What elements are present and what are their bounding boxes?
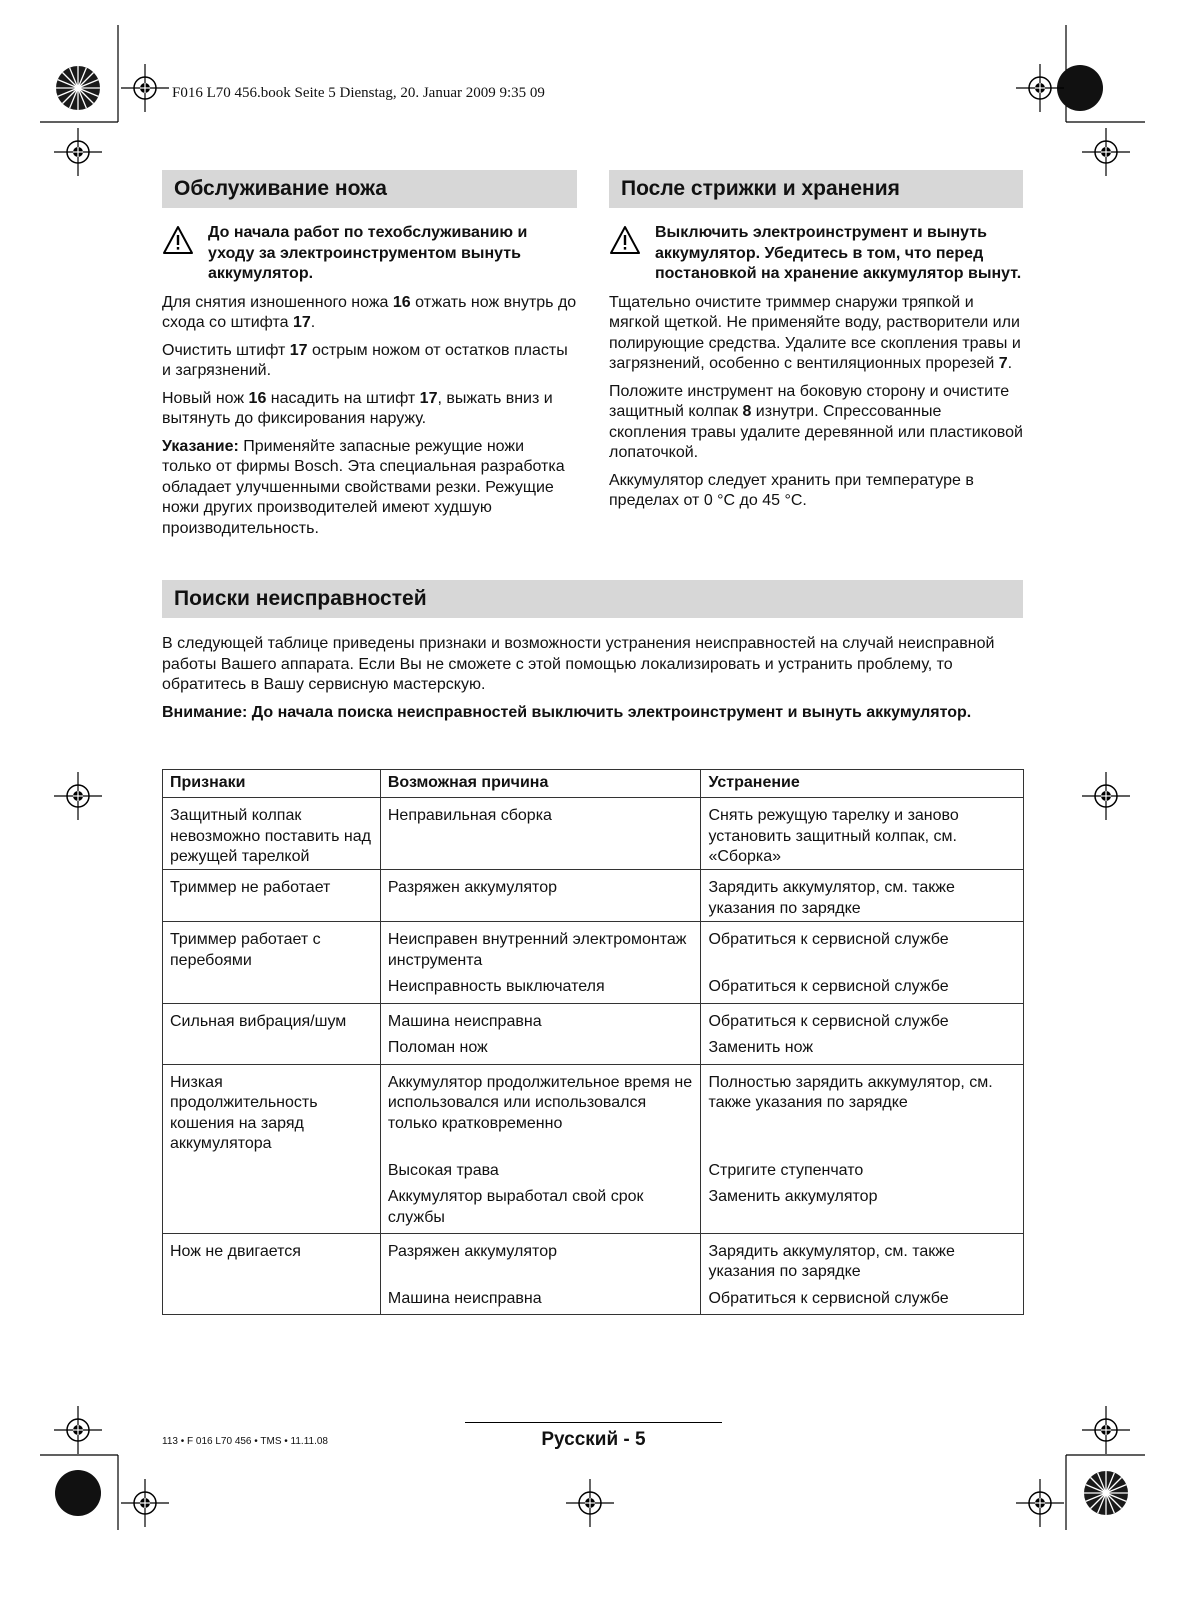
table-cell: [163, 1032, 381, 1064]
table-cell: Заменить нож: [701, 1032, 1024, 1064]
column-header-symptoms: Признаки: [163, 770, 381, 798]
book-header-line: F016 L70 456.book Seite 5 Dienstag, 20. Januar 2009 9:35 09: [172, 85, 545, 101]
troubleshooting-intro: [162, 634, 1023, 730]
table-cell: Разряжен аккумулятор: [380, 870, 701, 922]
table-cell: [163, 1283, 381, 1315]
footer-print-code: 113 • F 016 L70 456 • TMS • 11.11.08: [162, 1436, 328, 1447]
table-cell: Триммер работает с перебоями: [163, 922, 381, 972]
table-cell: Снять режущую тарелку и заново установить защитный колпак, см. «Сборка»: [701, 798, 1024, 870]
paragraph: Новый нож 16 насадить на штифт 17, выжать вниз и вытянуть до фиксирования наружу.: [162, 389, 553, 427]
table-cell: Машина неисправна: [380, 1003, 701, 1032]
column-header-cause: Возможная причина: [380, 770, 701, 798]
table-cell: Низкая продолжительность кошения на заряд аккумулятора: [163, 1064, 381, 1155]
warning-text: До начала работ по техобслуживанию и уходу за электроинструментом вынуть аккумулятор.: [208, 224, 528, 282]
attention-paragraph: Внимание: До начала поиска неисправностей выключить электроинструмент и вынуть аккумулятор.: [162, 703, 972, 721]
table-row: [163, 1032, 1024, 1064]
table-row: [163, 1181, 1024, 1233]
table-cell: Неисправен внутренний электромонтаж инструмента: [380, 922, 701, 972]
table-cell: Полностью зарядить аккумулятор, см. также указания по зарядке: [701, 1064, 1024, 1155]
section-title-blade-maintenance: Обслуживание ножа: [162, 170, 577, 208]
paragraph: Для снятия изношенного ножа 16 отжать нож внутрь до схода со штифта 17.: [162, 293, 577, 331]
table-cell: Нож не двигается: [163, 1233, 381, 1283]
warning-block: [162, 223, 577, 285]
table-row: [163, 922, 1024, 972]
paragraph: Аккумулятор следует хранить при температуре в пределах от 0 °C до 45 °C.: [609, 471, 974, 509]
blade-maintenance-section: [162, 223, 577, 546]
table-cell: [163, 1155, 381, 1182]
paragraph: Положите инструмент на боковую сторону и очистите защитный колпак 8 изнутри. Спрессованные скопления травы удалите деревянной или пластиковой лопаточкой.: [609, 382, 1023, 461]
warning-triangle-icon: [162, 223, 198, 285]
table-row: [163, 1233, 1024, 1283]
table-row: [163, 971, 1024, 1003]
table-cell: Защитный колпак невозможно поставить над режущей тарелкой: [163, 798, 381, 870]
table-cell: Обратиться к сервисной службе: [701, 971, 1024, 1003]
table-row: [163, 1003, 1024, 1032]
table-cell: Сильная вибрация/шум: [163, 1003, 381, 1032]
table-cell: Машина неисправна: [380, 1283, 701, 1315]
note-paragraph: Указание: Применяйте запасные режущие ножи только от фирмы Bosch. Эта специальная разработка обладает улучшенными свойствами резки. Режущие ножи других производителей имеют худшую производительность.: [162, 437, 565, 537]
table-cell: Зарядить аккумулятор, см. также указания по зарядке: [701, 870, 1024, 922]
table-cell: Неправильная сборка: [380, 798, 701, 870]
table-cell: Разряжен аккумулятор: [380, 1233, 701, 1283]
table-cell: Аккумулятор продолжительное время не использовался или использовался только кратковременно: [380, 1064, 701, 1155]
warning-triangle-icon: [609, 223, 645, 285]
table-cell: Триммер не работает: [163, 870, 381, 922]
table-row: [163, 798, 1024, 870]
table-cell: [163, 1181, 381, 1233]
table-cell: Обратиться к сервисной службе: [701, 1283, 1024, 1315]
table-cell: Неисправность выключателя: [380, 971, 701, 1003]
table-row: [163, 1283, 1024, 1315]
table-row: [163, 1155, 1024, 1182]
warning-text: Выключить электроинструмент и вынуть аккумулятор. Убедитесь в том, что перед постановкой на хранение аккумулятор вынут.: [655, 224, 1022, 282]
table-cell: Поломан нож: [380, 1032, 701, 1064]
table-cell: Обратиться к сервисной службе: [701, 1003, 1024, 1032]
table-cell: Стригите ступенчато: [701, 1155, 1024, 1182]
paragraph: Тщательно очистите триммер снаружи тряпкой и мягкой щеткой. Не применяйте воду, растворители или полирующие средства. Удалите все скопления травы и загрязнений, особенно с вентиляционных прорезей 7.: [609, 293, 1021, 372]
warning-block: [609, 223, 1023, 285]
footer-rule: [465, 1422, 722, 1423]
paragraph: Очистить штифт 17 острым ножом от остатков пласты и загрязнений.: [162, 341, 568, 379]
table-row: [163, 1064, 1024, 1155]
table-cell: Заменить аккумулятор: [701, 1181, 1024, 1233]
section-title-after-mowing-storage: После стрижки и хранения: [609, 170, 1023, 208]
intro-paragraph: В следующей таблице приведены признаки и возможности устранения неисправностей на случай неисправной работы Вашего аппарата. Если Вы не сможете с этой помощью локализировать и устранить проблему, то обратитесь в Вашу сервисную мастерскую.: [162, 635, 995, 693]
table-cell: [163, 971, 381, 1003]
column-header-remedy: Устранение: [701, 770, 1024, 798]
table-cell: Зарядить аккумулятор, см. также указания по зарядке: [701, 1233, 1024, 1283]
after-mowing-section: [609, 223, 1023, 519]
table-cell: Высокая трава: [380, 1155, 701, 1182]
section-title-troubleshooting: Поиски неисправностей: [162, 580, 1023, 618]
page-number: Русский - 5: [541, 1429, 646, 1450]
table-row: [163, 870, 1024, 922]
troubleshooting-table: [162, 769, 1024, 1315]
table-header-row: [163, 770, 1024, 798]
table-cell: Обратиться к сервисной службе: [701, 922, 1024, 972]
table-cell: Аккумулятор выработал свой срок службы: [380, 1181, 701, 1233]
